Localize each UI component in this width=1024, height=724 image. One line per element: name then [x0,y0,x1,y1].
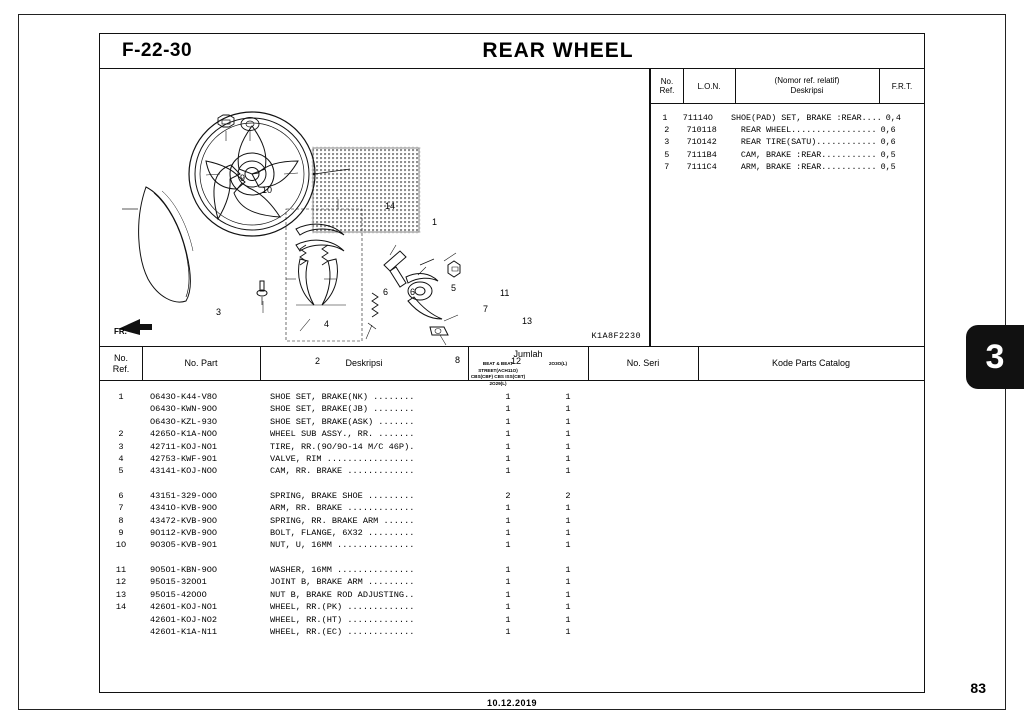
parts-col-no-line2: Ref. [112,363,130,374]
cell-part: 4341O-KVB-9OO [150,503,218,514]
frt-cell-no: 3 [664,137,670,148]
cell-part: O643O-K44-V8O [150,392,218,402]
frt-row [651,136,924,148]
cell-desc: WHEEL SUB ASSY., RR. ....... [270,429,415,440]
table-row [100,576,924,588]
parts-table [99,347,925,693]
frt-col-no-ref [651,69,684,103]
cell-seri [598,527,708,539]
parts-table-header [100,347,924,386]
cell-qty-1: 1 [505,602,511,613]
cell-desc: SHOE SET, BRAKE(ASK) ....... [270,416,415,427]
cell-no: 11 [115,564,127,575]
cell-part: 426O1-KOJ-NO1 [150,602,218,613]
cell-part: 43151-329-OOO [150,490,218,501]
callout-5: 5 [451,283,457,293]
cell-kode [708,515,924,527]
cell-kode [708,416,924,428]
cell-kode [708,428,924,440]
cell-desc: CAM, RR. BRAKE ............. [270,466,415,477]
parts-col-deskripsi: Deskripsi [260,347,469,380]
chapter-tab: 3 [966,325,1024,389]
cell-desc: WHEEL, RR.(HT) ............. [270,614,415,625]
table-row [100,441,924,453]
cell-seri [598,416,708,428]
frt-row [651,124,924,136]
frt-table-header [651,69,924,104]
cell-kode [708,441,924,453]
parts-col-kode-parts-catalog: Kode Parts Catalog [771,358,851,369]
cell-qty-1: 1 [505,429,511,440]
frt-cell-lon: 710118 [686,125,717,136]
cell-seri [598,453,708,465]
parts-col-no-ref [100,347,143,380]
table-row [100,465,924,477]
frt-col-desc-line2: Deskripsi [790,86,824,95]
cell-part: 42711-KOJ-NO1 [150,441,218,452]
cell-no: 7 [118,503,124,514]
cell-qty-2: 2 [565,490,571,501]
cell-qty-1: 1 [505,515,511,526]
cell-part: O643O-KWN-9OO [150,404,218,415]
cell-desc: JOINT B, BRAKE ARM ......... [270,577,415,588]
callout-14: 14 [385,201,396,211]
cell-part: 9O5O1-KBN-9OO [150,564,218,575]
frt-cell-lon: 71O142 [686,137,717,148]
cell-qty-2: 1 [565,528,571,539]
cell-qty-1: 1 [505,614,511,625]
cell-desc: WASHER, 16MM ............... [270,564,415,575]
cell-seri [598,576,708,588]
cell-qty-2: 1 [565,577,571,588]
frt-col-lon: L.O.N. [683,69,736,103]
figure-id-code: K1A8F2230 [591,331,641,341]
cell-seri [598,502,708,514]
cell-seri [598,589,708,601]
page-title: REAR WHEEL [482,39,634,62]
frt-cell-no: 7 [664,161,670,172]
cell-qty-2: 1 [565,589,571,600]
frt-col-frt: F.R.T. [891,81,913,91]
cell-qty-1: 1 [505,540,511,551]
table-row [100,564,924,576]
cell-qty-2: 1 [565,416,571,427]
page-number: 83 [970,680,986,696]
table-row [100,601,924,613]
cell-seri [598,428,708,440]
cell-no: 5 [118,466,124,477]
cell-qty-2: 1 [565,503,571,514]
parts-col-jumlah-variant-2 [528,360,588,380]
cell-no: 3 [118,441,124,452]
cell-kode [708,465,924,477]
cell-no: 1 [118,392,124,402]
callout-2: 2 [315,356,321,366]
frt-row [651,161,924,173]
page-header [99,33,925,69]
frt-cell-frt: 0,6 [880,137,896,148]
cell-kode [708,589,924,601]
frt-cell-desc: ARM, BRAKE :REAR........... [740,161,877,172]
callout-10: 9 [240,173,246,183]
cell-no [100,416,142,428]
table-row [100,527,924,539]
cell-desc: ARM, RR. BRAKE ............. [270,503,415,514]
parts-col-jumlah-title: Jumlah [513,349,543,359]
frt-col-no-line2: Ref. [659,86,675,95]
cell-qty-1: 1 [505,392,511,402]
cell-kode [708,502,924,514]
cell-kode [708,490,924,502]
table-row [100,515,924,527]
parts-col-no-part: No. Part [142,347,261,380]
cell-seri [598,490,708,502]
cell-qty-2: 1 [565,614,571,625]
cell-desc: WHEEL, RR.(EC) ............. [270,626,415,637]
frt-cell-lon: 71114O [682,113,713,123]
callout-3: 3 [216,307,222,317]
cell-no: 9 [118,528,124,539]
table-row [100,403,924,415]
cell-seri [598,614,708,626]
cell-desc: SPRING, RR. BRAKE ARM ...... [270,515,415,526]
frt-cell-no: 2 [664,125,670,136]
cell-no [100,614,142,626]
frt-table-body [651,104,924,173]
cell-desc: SHOE SET, BRAKE(JB) ........ [270,404,415,415]
frt-cell-frt: 0,4 [885,113,901,123]
cell-seri [598,626,708,638]
cell-kode [708,527,924,539]
cell-qty-1: 1 [505,454,511,465]
parts-table-body [100,381,924,638]
table-row [100,589,924,601]
cell-qty-1: 1 [505,416,511,427]
cell-seri [598,391,708,403]
cell-desc: TIRE, RR.(9O/9O-14 M/C 46P). [270,441,415,452]
cell-no: 1O [115,540,127,551]
cell-kode [708,564,924,576]
cell-desc: SPRING, BRAKE SHOE ......... [270,490,415,501]
cell-part: 426O1-KOJ-NO2 [150,614,218,625]
parts-col-no-line1: No. [113,353,128,364]
callout-13: 13 [522,316,533,326]
frt-cell-frt: 0,5 [880,149,896,160]
rear-wheel-diagram [100,69,649,345]
cell-seri [598,601,708,613]
frt-cell-desc: REAR TIRE(SATU)............ [740,137,877,148]
cell-seri [598,441,708,453]
frt-cell-frt: 0,6 [880,125,896,136]
cell-qty-1: 2 [505,490,511,501]
cell-kode [708,403,924,415]
callout-1: 1 [432,217,438,227]
variant1-line2: CBS(CBF) CBS ISS(CBT) [470,374,526,380]
table-row [100,490,924,502]
cell-kode [708,614,924,626]
table-row [100,614,924,626]
cell-qty-1: 1 [505,441,511,452]
cell-no [100,403,142,415]
cell-part: O643O-KZL-93O [150,416,218,427]
frt-cell-no: 5 [664,149,670,160]
frt-cell-frt: 0,5 [880,161,896,172]
cell-qty-2: 1 [565,540,571,551]
row-group-separator [100,552,924,564]
cell-seri [598,465,708,477]
cell-seri [598,515,708,527]
front-direction-label: FR. [114,327,127,336]
callout-8: 8 [455,355,461,365]
cell-qty-2: 1 [565,429,571,440]
callout-6a: 6 [383,287,389,297]
cell-desc: WHEEL, RR.(PK) ............. [270,602,415,613]
cell-part: 95O15-42OOO [150,589,207,600]
parts-col-jumlah-variant-1 [468,360,528,386]
cell-desc: NUT, U, 16MM ............... [270,540,415,551]
cell-kode [708,391,924,403]
frt-col-no-line1: No. [660,76,674,86]
cell-qty-2: 1 [565,454,571,465]
cell-desc: NUT B, BRAKE ROD ADJUSTING.. [270,589,415,600]
callout-6b: 6 [410,287,416,297]
cell-qty-1: 1 [505,528,511,539]
cell-part: 95O15-32OO1 [150,577,207,588]
footer-date: 10.12.2019 [486,698,538,708]
cell-part: 426O1-K1A-N11 [150,626,218,637]
cell-kode [708,626,924,638]
figure-code: F-22-30 [122,40,193,61]
callout-7: 7 [483,304,489,314]
table-row [100,416,924,428]
cell-qty-2: 1 [565,466,571,477]
frt-cell-lon: 7111B4 [686,149,717,160]
cell-qty-2: 1 [565,602,571,613]
variant1-line1: BEAT & BEAT STREET(ACH11O) [478,361,518,373]
cell-qty-1: 1 [505,466,511,477]
cell-desc: SHOE SET, BRAKE(NK) ........ [270,392,415,402]
cell-qty-1: 1 [505,577,511,588]
cell-no: 4 [118,454,124,465]
frt-cell-desc: SHOE(PAD) SET, BRAKE :REAR.... [730,113,882,123]
row-group-separator [100,478,924,490]
cell-desc: BOLT, FLANGE, 6X32 ......... [270,528,415,539]
cell-kode [708,539,924,551]
callout-11: 10 [262,185,273,195]
cell-no [100,626,142,638]
cell-qty-2: 1 [565,441,571,452]
frt-col-desc-line1: (Nomor ref. relatif) [774,75,840,85]
frt-cell-desc: CAM, BRAKE :REAR........... [740,149,877,160]
table-row [100,391,924,403]
cell-no: 6 [118,490,124,501]
parts-col-jumlah-content [468,347,588,386]
cell-no: 8 [118,515,124,526]
cell-qty-1: 1 [505,589,511,600]
callout-12: 12 [511,356,522,366]
cell-part: 9O3O5-KVB-9O1 [150,540,218,551]
cell-qty-2: 1 [565,564,571,575]
cell-part: 9O112-KVB-9OO [150,528,218,539]
table-row [100,428,924,440]
cell-no: 2 [118,429,124,440]
cell-desc: VALVE, RIM ................. [270,454,415,465]
cell-qty-2: 1 [565,404,571,415]
frt-cell-lon: 7111C4 [686,161,717,172]
table-row [100,626,924,638]
frt-cell-no: 1 [662,113,668,123]
cell-no: 12 [115,577,127,588]
cell-kode [708,576,924,588]
cell-qty-2: 1 [565,626,571,637]
frt-row [651,112,924,124]
table-row [100,453,924,465]
cell-seri [598,564,708,576]
cell-qty-2: 1 [565,392,571,402]
variant1-line3: 2O29(L) [489,380,507,386]
callout-9: 11 [500,288,510,298]
cell-no: 14 [115,602,127,613]
cell-qty-1: 1 [505,564,511,575]
cell-seri [598,539,708,551]
frt-col-deskripsi [735,69,880,103]
variant2-line3: 2O3O(L) [548,361,568,366]
cell-qty-1: 1 [505,626,511,637]
cell-kode [708,453,924,465]
cell-qty-1: 1 [505,503,511,514]
cell-part: 4265O-K1A-NOO [150,429,218,440]
cell-part: 43472-KVB-9OO [150,515,218,526]
cell-qty-2: 1 [565,515,571,526]
frt-table [650,69,925,347]
cell-no: 13 [115,589,127,600]
cell-seri [598,403,708,415]
frt-row [651,149,924,161]
parts-col-no-seri: No. Seri [588,347,699,380]
cell-qty-1: 1 [505,404,511,415]
table-row [100,539,924,551]
callout-4: 4 [324,319,330,329]
cell-part: 42753-KWF-9O1 [150,454,218,465]
table-row [100,502,924,514]
cell-part: 43141-KOJ-NOO [150,466,218,477]
frt-cell-desc: REAR WHEEL................. [740,125,877,136]
cell-kode [708,601,924,613]
